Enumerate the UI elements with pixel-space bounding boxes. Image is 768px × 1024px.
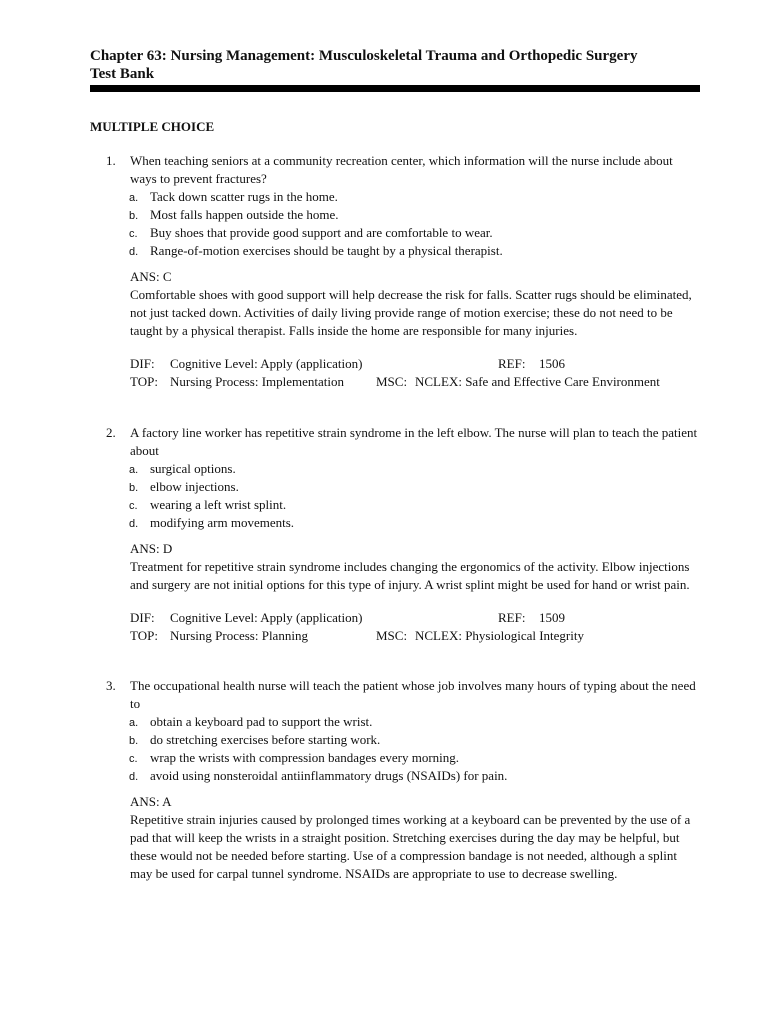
option-d xyxy=(130,514,700,532)
option-letter: c. xyxy=(129,500,138,512)
header-rule xyxy=(90,85,700,92)
ref-label: REF: xyxy=(498,356,526,371)
option-a xyxy=(130,713,700,731)
option-d xyxy=(130,767,700,785)
option-letter: a. xyxy=(129,464,139,476)
question-number: 3. xyxy=(106,678,116,693)
dif-value: Cognitive Level: Apply (application) xyxy=(170,610,363,625)
answer-options xyxy=(130,460,700,532)
question-number: 2. xyxy=(106,425,116,440)
option-letter: b. xyxy=(129,482,139,494)
option-letter: b. xyxy=(129,735,139,747)
top-value: Nursing Process: Implementation xyxy=(170,374,345,389)
option-text: Buy shoes that provide good support and are comfortable to wear. xyxy=(150,225,493,240)
option-text: wearing a left wrist splint. xyxy=(150,497,287,512)
msc-value: NCLEX: Physiological Integrity xyxy=(415,628,584,643)
dif-label: DIF: xyxy=(130,356,155,371)
option-letter: d. xyxy=(129,518,139,530)
option-text: elbow injections. xyxy=(150,479,239,494)
rationale: Repetitive strain injuries caused by prolonged times working at a keyboard can be prevented by the use of a pad that will keep the wrists in a straight position. Stretching exercises during the day may be helpful, but these would not be needed before starting. Use of a compression bandage is not needed, although a splint may be used for carpal tunnel syndrome. NSAIDs are appropriate to use to decrease swelling. xyxy=(130,812,691,881)
msc-label: MSC: xyxy=(376,628,408,643)
option-letter: c. xyxy=(129,753,138,765)
option-letter: a. xyxy=(129,717,139,729)
answer-key: ANS: A xyxy=(130,794,172,809)
option-b xyxy=(130,206,700,224)
option-c xyxy=(130,749,700,767)
option-letter: d. xyxy=(129,771,139,783)
option-b xyxy=(130,478,700,496)
option-text: obtain a keyboard pad to support the wrist. xyxy=(150,714,373,729)
ref-label: REF: xyxy=(498,610,526,625)
answer-key: ANS: C xyxy=(130,269,172,284)
top-value: Nursing Process: Planning xyxy=(170,628,308,643)
question-2 xyxy=(106,424,700,645)
option-a xyxy=(130,188,700,206)
top-label: TOP: xyxy=(130,628,158,643)
option-text: Tack down scatter rugs in the home. xyxy=(150,189,338,204)
question-1 xyxy=(106,152,700,391)
top-label: TOP: xyxy=(130,374,158,389)
question-stem: The occupational health nurse will teach the patient whose job involves many hours of typing about the need to xyxy=(130,678,696,711)
option-letter: b. xyxy=(129,210,139,222)
option-c xyxy=(130,496,700,514)
option-text: avoid using nonsteroidal antiinflammatory drugs (NSAIDs) for pain. xyxy=(150,768,508,783)
ref-value: 1509 xyxy=(539,610,565,625)
question-metadata xyxy=(130,355,700,391)
question-3 xyxy=(106,677,700,883)
title-line-2: Test Bank xyxy=(90,66,155,82)
msc-label: MSC: xyxy=(376,374,408,389)
msc-value: NCLEX: Safe and Effective Care Environment xyxy=(415,374,660,389)
question-number: 1. xyxy=(106,153,116,168)
option-c xyxy=(130,224,700,242)
option-text: surgical options. xyxy=(150,461,236,476)
rationale: Treatment for repetitive strain syndrome includes changing the ergonomics of the activity. Elbow injections and surgery are not initial options for this type of injury. A wrist splint might be used for hand or wrist pain. xyxy=(130,559,690,592)
title-line-1: Chapter 63: Nursing Management: Musculoskeletal Trauma and Orthopedic Surgery xyxy=(90,48,638,64)
dif-label: DIF: xyxy=(130,610,155,625)
option-text: do stretching exercises before starting work. xyxy=(150,732,381,747)
option-letter: c. xyxy=(129,228,138,240)
dif-value: Cognitive Level: Apply (application) xyxy=(170,356,363,371)
option-letter: a. xyxy=(129,192,139,204)
answer-options xyxy=(130,188,700,260)
option-text: modifying arm movements. xyxy=(150,515,295,530)
option-text: wrap the wrists with compression bandages every morning. xyxy=(150,750,460,765)
option-a xyxy=(130,460,700,478)
option-letter: d. xyxy=(129,246,139,258)
question-stem: A factory line worker has repetitive strain syndrome in the left elbow. The nurse will plan to teach the patient about xyxy=(130,425,698,458)
answer-key: ANS: D xyxy=(130,541,173,556)
answer-options xyxy=(130,713,700,785)
question-metadata xyxy=(130,609,700,645)
rationale: Comfortable shoes with good support will help decrease the risk for falls. Scatter rugs should be eliminated, not just tacked down. Activities of daily living provide range of motion exercise; these do not need to be taught by a physical therapist. Falls inside the home are responsible for many injuries. xyxy=(130,287,692,338)
option-b xyxy=(130,731,700,749)
page-title xyxy=(90,47,710,83)
option-text: Most falls happen outside the home. xyxy=(150,207,339,222)
option-d xyxy=(130,242,700,260)
ref-value: 1506 xyxy=(539,356,565,371)
question-stem: When teaching seniors at a community recreation center, which information will the nurse include about ways to prevent fractures? xyxy=(130,153,673,186)
section-heading: MULTIPLE CHOICE xyxy=(90,119,215,134)
option-text: Range-of-motion exercises should be taught by a physical therapist. xyxy=(150,243,503,258)
